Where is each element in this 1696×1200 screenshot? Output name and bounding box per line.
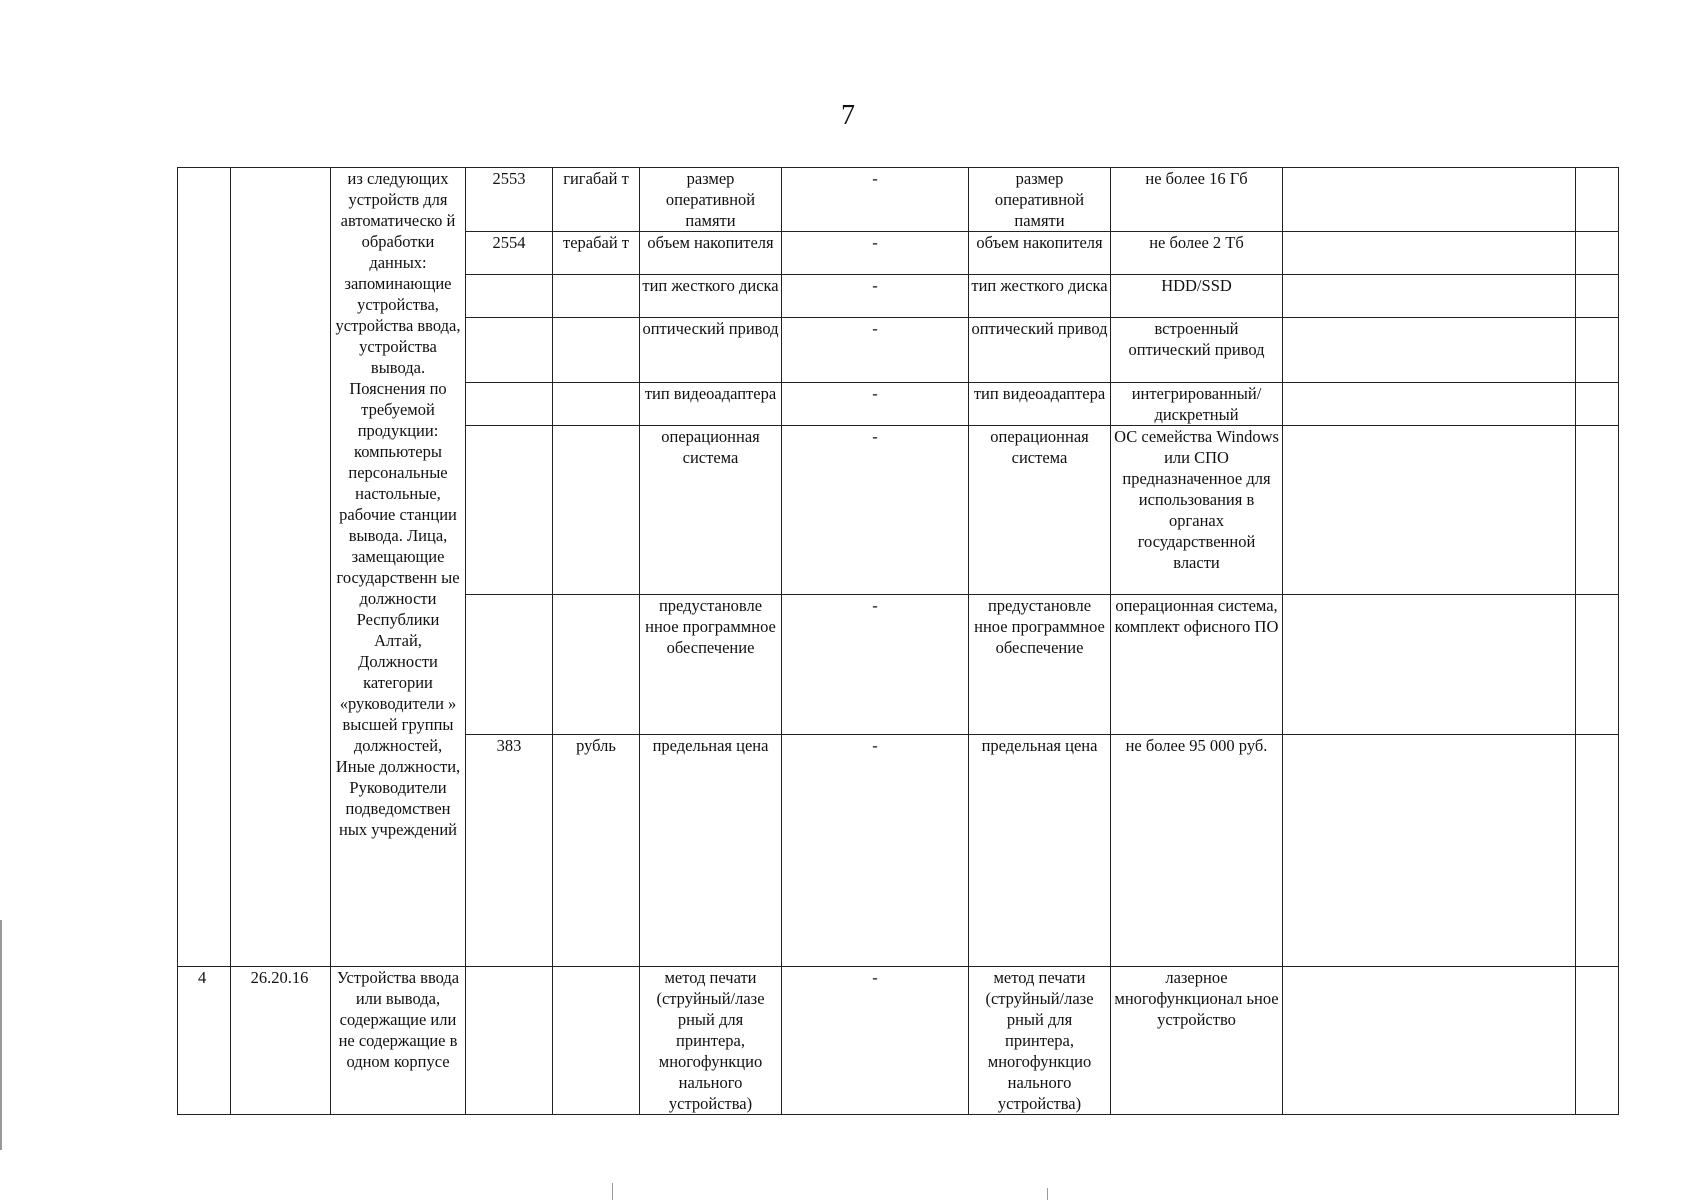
unit-code-cell: 383 [466,735,553,967]
product-description: из следующих устройств для автоматическо й обработки данных: запоминающие устройства, устройства ввода, устройства вывода. Пояснения по требуемой продукции: компьютеры персональные настольные, рабочие станции вывода. Лица, замещающие государственн ые должности Республики Алтай, Должности категории «руководители » высшей группы должностей, Иные должности, Руководители подведомствен ных учреждений [331,168,466,967]
empty-cell [1283,967,1576,1115]
value-cell: встроенный оптический привод [1111,318,1283,383]
characteristic-cell: оптический привод [640,318,782,383]
unit-name-cell [553,318,640,383]
characteristic-cell: оптический привод [969,318,1111,383]
characteristic-cell: операционная система [969,426,1111,595]
value-cell: не более 2 Тб [1111,232,1283,275]
characteristic-cell: тип видеоадаптера [969,383,1111,426]
characteristic-cell: метод печати (струйный/лазе рный для принтера, многофункцио нального устройства) [640,967,782,1115]
empty-cell [1283,232,1576,275]
dash-cell: - [782,595,969,735]
value-cell: не более 95 000 руб. [1111,735,1283,967]
characteristic-cell: объем накопителя [640,232,782,275]
table-row [178,967,1619,1115]
empty-cell [1576,383,1619,426]
product-description: Устройства ввода или вывода, содержащие или не содержащие в одном корпусе [331,967,466,1115]
dash-cell: - [782,426,969,595]
empty-cell [1283,426,1576,595]
empty-cell [1576,275,1619,318]
characteristic-cell: тип жесткого диска [640,275,782,318]
unit-code-cell [466,967,553,1115]
unit-code-cell [466,318,553,383]
unit-code-cell: 2553 [466,168,553,232]
characteristic-cell: предустановле нное программное обеспечение [969,595,1111,735]
empty-cell [1283,595,1576,735]
empty-cell [1283,275,1576,318]
empty-cell [1283,168,1576,232]
characteristic-cell: предельная цена [969,735,1111,967]
empty-cell [1576,232,1619,275]
empty-cell [1576,318,1619,383]
empty-cell [1576,595,1619,735]
unit-name-cell: терабай т [553,232,640,275]
unit-name-cell [553,426,640,595]
value-cell: ОС семейства Windows или СПО предназначенное для использования в органах государственной власти [1111,426,1283,595]
characteristic-cell: тип видеоадаптера [640,383,782,426]
okpd-code-cell: 26.20.16 [231,967,331,1115]
characteristic-cell: размер оперативной памяти [969,168,1111,232]
row-number-cell [178,168,231,967]
empty-cell [1283,735,1576,967]
value-cell: интегрированный/ дискретный [1111,383,1283,426]
value-cell: лазерное многофункционал ьное устройство [1111,967,1283,1115]
unit-code-cell: 2554 [466,232,553,275]
characteristic-cell: метод печати (струйный/лазе рный для принтера, многофункцио нального устройства) [969,967,1111,1115]
empty-cell [1283,318,1576,383]
characteristic-cell: операционная система [640,426,782,595]
characteristic-cell: размер оперативной памяти [640,168,782,232]
unit-name-cell [553,967,640,1115]
unit-name-cell [553,383,640,426]
dash-cell: - [782,318,969,383]
value-cell: не более 16 Гб [1111,168,1283,232]
empty-cell [1576,426,1619,595]
unit-code-cell [466,426,553,595]
value-cell: операционная система, комплект офисного ПО [1111,595,1283,735]
characteristic-cell: тип жесткого диска [969,275,1111,318]
okpd-code-cell [231,168,331,967]
empty-cell [1576,168,1619,232]
dash-cell: - [782,967,969,1115]
unit-name-cell: рубль [553,735,640,967]
unit-name-cell [553,595,640,735]
value-cell: HDD/SSD [1111,275,1283,318]
unit-code-cell [466,383,553,426]
empty-cell [1576,967,1619,1115]
unit-name-cell [553,275,640,318]
characteristic-cell: предустановле нное программное обеспечение [640,595,782,735]
dash-cell: - [782,168,969,232]
unit-code-cell [466,275,553,318]
dash-cell: - [782,232,969,275]
dash-cell: - [782,383,969,426]
characteristic-cell: предельная цена [640,735,782,967]
unit-name-cell: гигабай т [553,168,640,232]
empty-cell [1283,383,1576,426]
scan-edge-mark [612,1183,613,1200]
row-number-cell: 4 [178,967,231,1115]
page-number: 7 [841,100,855,131]
scan-edge-mark [0,920,2,1150]
empty-cell [1576,735,1619,967]
dash-cell: - [782,735,969,967]
unit-code-cell [466,595,553,735]
scan-edge-mark [1047,1188,1048,1200]
requirements-table [177,167,1619,1115]
table-row [178,168,1619,232]
dash-cell: - [782,275,969,318]
characteristic-cell: объем накопителя [969,232,1111,275]
